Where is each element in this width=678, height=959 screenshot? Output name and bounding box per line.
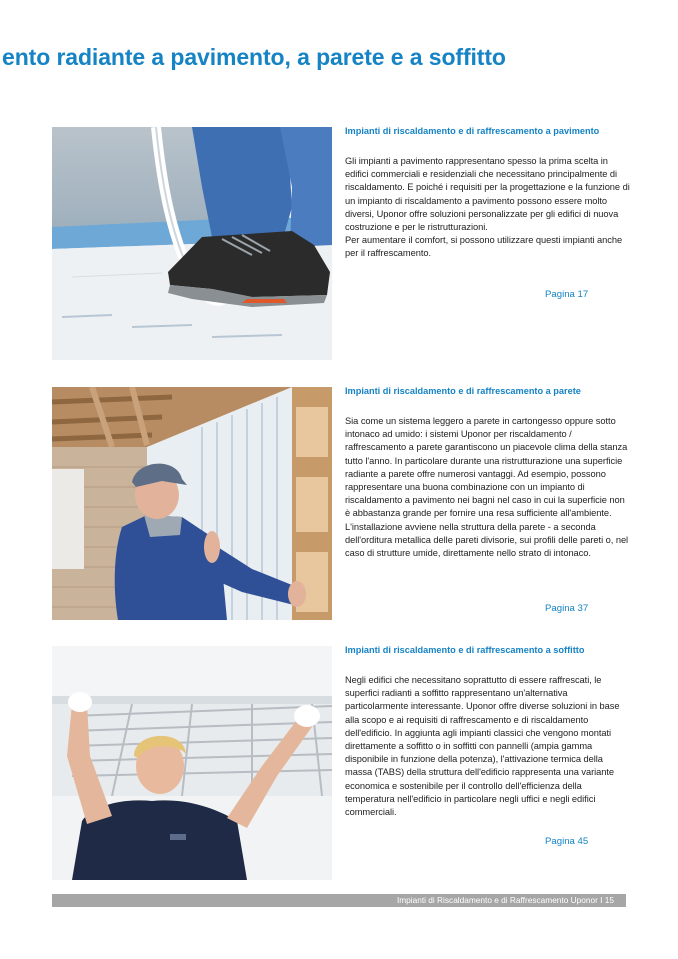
paragraph: Sia come un sistema leggero a parete in cartongesso oppure sotto intonaco ad umido: i sistemi Uponor per riscaldamento / raffrescamento a parete garantiscono un piacevole clima della stanza tutto l'anno. In particolare durante una ristrutturazione una superficie radiante a parete offre numerosi vantaggi. Ad esempio, possono rappresentare una buona combinazione con un impianto di riscaldamento a pavimento nei bagni nel caso in cui la superficie non è abbastanza grande per fornire una resa sufficiente all'ambiente. L'installazione avviene nella struttura della parete - a seconda dell'orditura metallica delle pareti divisorie, sui profili delle pareti o, nel caso di strutture umide, direttamente nello strato di intonaco. (345, 416, 629, 559)
page-ref-wall[interactable]: Pagina 37 (545, 603, 589, 614)
floor-heating-section (345, 125, 630, 261)
page-ref-floor[interactable]: Pagina 17 (545, 289, 589, 300)
wall-heating-section (345, 385, 630, 560)
floor-heating-photo (52, 127, 332, 360)
section-title-ceiling: Impianti di riscaldamento e di raffrescamento a soffitto (345, 645, 585, 655)
section-body-ceiling (345, 674, 630, 819)
section-body-floor (345, 155, 630, 261)
section-title-wall: Impianti di riscaldamento e di raffrescamento a parete (345, 386, 581, 396)
paragraph: Gli impianti a pavimento rappresentano spesso la prima scelta in edifici commerciali e residenziali che necessitano principalmente di riscaldamento. E poiché i requisiti per la progettazione e la funzione di un impianto di riscaldamento a pavimento possono essere molto diversi, Uponor offre soluzioni personalizzate per gli edifici di nuova costruzione e per le ristrutturazioni. (345, 156, 630, 233)
page-ref-ceiling[interactable]: Pagina 45 (545, 836, 589, 847)
ceiling-heating-photo (52, 646, 332, 880)
paragraph: Per aumentare il comfort, si possono utilizzare questi impianti anche per il raffrescamento. (345, 235, 623, 259)
page-title: ento radiante a pavimento, a parete e a soffitto (2, 44, 506, 70)
paragraph: Negli edifici che necessitano soprattutto di essere raffrescati, le superfici radianti a soffitto rappresentano un'alternativa particolarmente interessante. Uponor offre diverse soluzioni in base alla scopo e ai requisiti di raffrescamento e di riscaldamento dell'edificio. In aggiunta agli impianti classici che vengono montati direttamente a soffitto o in soffitti con pannelli (ampia gamma disponibile in funzione della potenza), l'attivazione termica della massa (TABS) della struttura dell'edificio rappresenta una variante economica e sostenibile per il controllo dell'efficienza della temperatura nell'edificio in particolare negli uffici e negli edifici commerciali. (345, 675, 620, 818)
ceiling-heating-section (345, 644, 630, 819)
wall-heating-photo (52, 387, 332, 620)
footer-bar (52, 894, 626, 907)
section-body-wall (345, 415, 630, 560)
footer-text: Impianti di Riscaldamento e di Raffrescamento Uponor I 15 (396, 895, 614, 905)
section-title-floor: Impianti di riscaldamento e di raffrescamento a pavimento (345, 126, 600, 136)
